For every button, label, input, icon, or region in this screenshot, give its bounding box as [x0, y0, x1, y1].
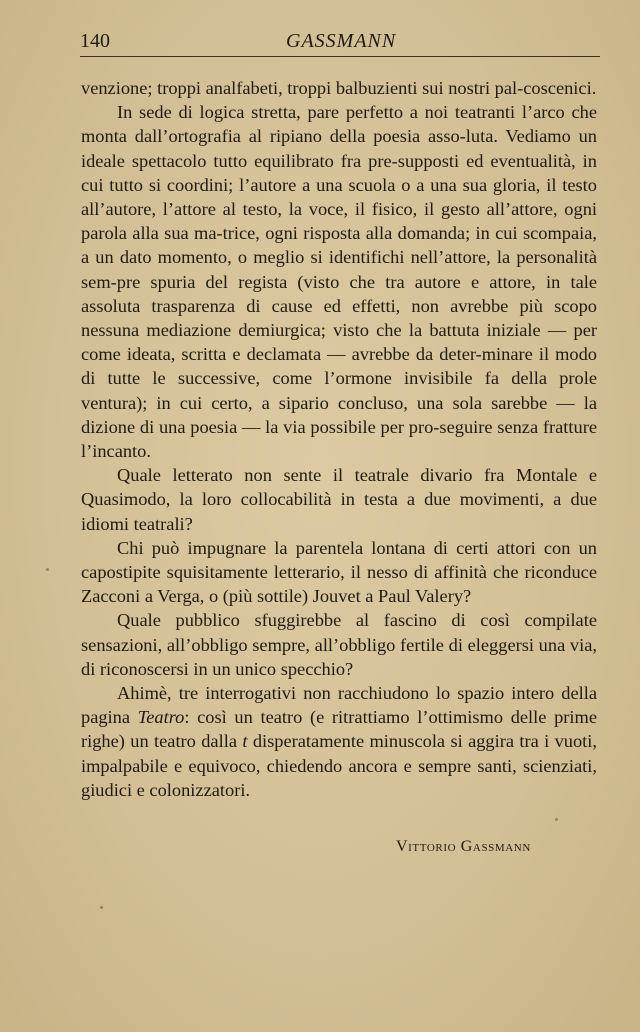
page-number: 140 — [80, 30, 110, 52]
ahime-italic-t: t — [242, 731, 248, 752]
ahime-text-3: disperatamente minuscola si aggira tra i vuoti, impalpabile e equivoco, chiedendo ancora e sempre santi, scienziati, giudici e colonizzatori. — [81, 731, 598, 800]
paper-speck — [46, 568, 49, 571]
ahime-text-1: Ahimè, tre interrogativi non racchiudono lo spazio intero della pagina — [81, 683, 597, 728]
author-signature: Vittorio Gassmann — [396, 838, 531, 855]
paper-speck — [100, 906, 103, 909]
paragraph-ahime — [81, 681, 597, 802]
paragraph-pubblico: Quale pubblico sfuggirebbe al fascino di così compilate sensazioni, all’obbligo sempre, all’obbligo fertile di eleggersi una via, di riconoscersi in un unico specchio? — [81, 610, 597, 679]
ahime-italic-teatro: Teatro — [137, 707, 185, 728]
page-header — [80, 30, 600, 57]
paper-speck — [555, 818, 558, 821]
running-head: GASSMANN — [286, 30, 397, 52]
paragraph-parentela: Chi può impugnare la parentela lontana di certi attori con un capostipite squisitamente letterario, il nesso di affinità che riconduce Zacconi a Verga, o (più sottile) Jouvet a Paul Valery? — [81, 537, 597, 607]
paragraph-logica: In sede di logica stretta, pare perfetto a noi teatranti l’arco che monta dall’ortografia al ripiano della poesia asso-luta. Vediamo un ideale spettacolo tutto equilibrato fra pre-supposti ed eventualità, in cui tutto si coordini; l’autore a una scuola o a una sua gloria, il testo all’autore, l’attore al testo, la voce, il fisico, il gesto all’attore, ogni parola alla sua ma-trice, ogni risposta alla domanda; in cui scompaia, a un dato momento, o meglio si identifichi nell’attore, la personalità sem-pre spuria del regista (visto che tra autore e attore, in tale assoluta trasparenza di cause ed effetti, non avrebbe più scopo nessuna mediazione demiurgica; visto che la battuta iniziale — per come ideata, scritta e declamata — avrebbe da deter-minare il modo di tutte le successive, come l’ormone invisibile fa della prole ventura); in cui certo, a sipario concluso, una sola sarebbe — la dizione di una poesia — la via possibile per pro-seguire senza fratture l’incanto. — [81, 102, 597, 462]
paragraph-continued: venzione; troppi analfabeti, troppi balbuzienti sui nostri pal-coscenici. — [81, 78, 597, 98]
paragraph-montale: Quale letterato non sente il teatrale divario fra Montale e Quasimodo, la loro collocabilità in testa a due movimenti, a due idiomi teatrali? — [81, 465, 597, 534]
article-body — [81, 76, 597, 802]
ahime-text-2: : così un teatro (e ritrattiamo l’ottimismo delle prime righe) un teatro dalla — [81, 707, 597, 752]
